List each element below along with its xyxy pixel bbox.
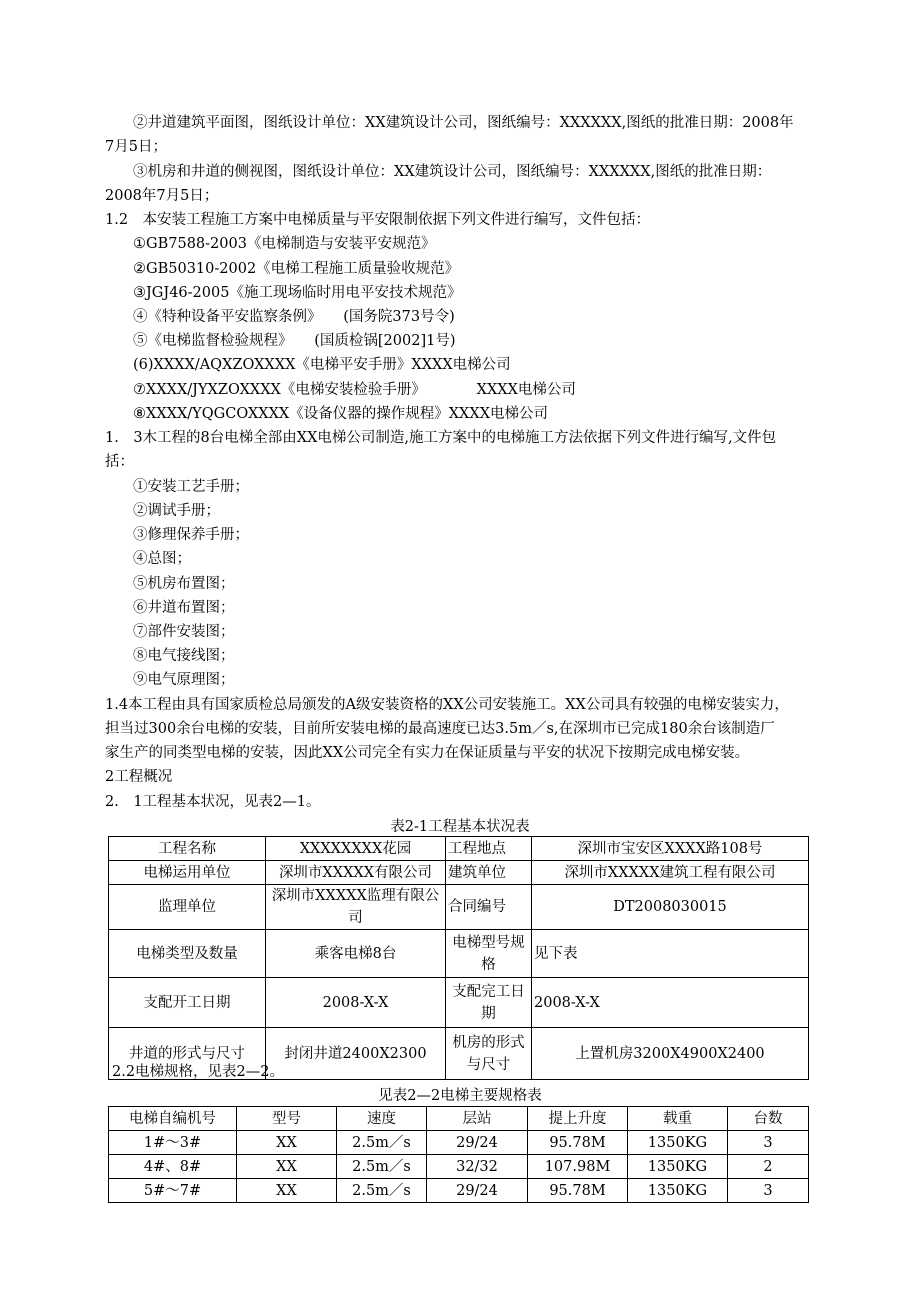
table-cell: 乘客电梯8台 <box>266 930 446 978</box>
table-row <box>109 1179 809 1203</box>
table-cell: XX <box>237 1131 337 1155</box>
table-cell: 2.5m／s <box>337 1155 427 1179</box>
table-cell: 井道的形式与尺寸 <box>109 1028 266 1080</box>
section-2-heading: 2工程概况 <box>105 769 173 785</box>
table-header-row <box>109 1107 809 1131</box>
section-2-1-text: 2. 1工程基本状况，见表2—1。 <box>105 794 321 810</box>
table-cell: 电梯运用单位 <box>109 861 266 885</box>
table-cell: XX <box>237 1155 337 1179</box>
section-1-2-heading: 1.2 本安装工程施工方案中电梯质量与平安限制依据下列文件进行编写，文件包括： <box>105 212 651 228</box>
table-cell: 1#～3# <box>109 1131 237 1155</box>
table-cell: XX <box>237 1179 337 1203</box>
table-cell: 29/24 <box>427 1179 528 1203</box>
column-header: 电梯自编机号 <box>109 1107 237 1131</box>
list-item: ③JGJ46-2005《施工现场临时用电平安技术规范》 <box>133 285 462 301</box>
column-header: 提上升度 <box>528 1107 628 1131</box>
column-header: 台数 <box>728 1107 809 1131</box>
section-1-4-text-cont: 家生产的同类型电梯的安装，因此XX公司完全有实力在保证质量与平安的状况下按期完成电梯安装。 <box>105 745 750 761</box>
list-item: ④《特种设备平安监察条例》 (国务院373号令) <box>133 309 455 325</box>
list-item: ⑤机房布置图； <box>133 576 235 592</box>
section-1-3-text-cont: 括： <box>105 454 134 470</box>
table-cell: 2008-X-X <box>532 978 809 1028</box>
table-cell: 合同编号 <box>446 885 532 930</box>
list-item: ⑥井道布置图； <box>133 600 235 616</box>
list-item: ⑦部件安装图； <box>133 624 235 640</box>
list-item: ⑧电气接线图； <box>133 648 235 664</box>
table-cell: 深圳市XXXXX建筑工程有限公司 <box>532 861 809 885</box>
list-item: ④总图； <box>133 551 191 567</box>
table-cell: 见下表 <box>532 930 809 978</box>
table-cell: 2 <box>728 1155 809 1179</box>
table-cell: 29/24 <box>427 1131 528 1155</box>
list-item: ①GB7588-2003《电梯制造与安装平安规范》 <box>133 236 436 252</box>
table-cell: 107.98M <box>528 1155 628 1179</box>
table-cell: 3 <box>728 1179 809 1203</box>
section-2-2-text: 2.2电梯规格，见表2—2。 <box>112 1064 285 1080</box>
table-2-1-caption: 表2-1工程基本状况表 <box>390 819 530 835</box>
table-cell: 深圳市XXXXX有限公司 <box>266 861 446 885</box>
table-row <box>109 885 809 930</box>
table-row <box>109 1155 809 1179</box>
table-cell: 95.78M <box>528 1179 628 1203</box>
table-row <box>109 1131 809 1155</box>
table-cell: 95.78M <box>528 1131 628 1155</box>
table-cell: 4#、8# <box>109 1155 237 1179</box>
column-header: 速度 <box>337 1107 427 1131</box>
elevator-spec-table <box>108 1106 809 1203</box>
table-cell: 机房的形式与尺寸 <box>446 1028 532 1080</box>
table-cell: 2008-X-X <box>266 978 446 1028</box>
column-header: 型号 <box>237 1107 337 1131</box>
table-cell: 2.5m／s <box>337 1131 427 1155</box>
table-row <box>109 861 809 885</box>
project-basic-info-table <box>108 836 809 1080</box>
paragraph-drawing-3-cont: 2008年7月5日； <box>105 188 219 204</box>
paragraph-drawing-3: ③机房和井道的侧视图，图纸设计单位：XX建筑设计公司，图纸编号：XXXXXX,图纸的批准日期： <box>133 164 772 180</box>
list-item: ②GB50310-2002《电梯工程施工质量验收规范》 <box>133 261 460 277</box>
table-cell: 工程地点 <box>446 837 532 861</box>
table-cell: 1350KG <box>628 1179 728 1203</box>
table-cell: 电梯类型及数量 <box>109 930 266 978</box>
list-item: ⑧XXXX/YQGCOXXXX《设备仪器的操作规程》XXXX电梯公司 <box>133 406 549 422</box>
table-cell: 32/32 <box>427 1155 528 1179</box>
list-item: ⑦XXXX/JYXZOXXXX《电梯安装检验手册》 XXXX电梯公司 <box>133 382 576 398</box>
list-item: (6)XXXX/AQXZOXXXX《电梯平安手册》XXXX电梯公司 <box>133 357 511 373</box>
table-cell: 3 <box>728 1131 809 1155</box>
table-cell: 5#～7# <box>109 1179 237 1203</box>
section-1-4-text-cont: 担当过300余台电梯的安装，目前所安装电梯的最高速度已达3.5m／s,在深圳市已完成180余台该制造厂 <box>105 721 775 737</box>
paragraph-drawing-2-cont: 7月5日； <box>105 139 167 155</box>
table-cell: 2.5m／s <box>337 1179 427 1203</box>
section-1-3-text: 1. 3木工程的8台电梯全部由XX电梯公司制造,施工方案中的电梯施工方法依据下列文件进行编写,文件包 <box>105 430 777 446</box>
table-cell: 封闭井道2400X2300 <box>266 1028 446 1080</box>
table-cell: 1350KG <box>628 1155 728 1179</box>
table-2-2-caption: 见表2—2电梯主要规格表 <box>378 1088 542 1104</box>
table-cell: 上置机房3200X4900X2400 <box>532 1028 809 1080</box>
table-cell: DT2008030015 <box>532 885 809 930</box>
table-cell: 深圳市宝安区XXXX路108号 <box>532 837 809 861</box>
list-item: ①安装工艺手册； <box>133 479 249 495</box>
table-cell: 深圳市XXXXX监理有限公司 <box>266 885 446 930</box>
list-item: ②调试手册； <box>133 503 220 519</box>
column-header: 载重 <box>628 1107 728 1131</box>
section-1-4-text: 1.4本工程由具有国家质检总局颁发的A级安装资格的XX公司安装施工。XX公司具有较强的电梯安装实力， <box>105 697 789 713</box>
table-row <box>109 837 809 861</box>
table-cell: 建筑单位 <box>446 861 532 885</box>
table-cell: XXXXXXXX花园 <box>266 837 446 861</box>
list-item: ⑤《电梯监督检验规程》 (国质检锅[2002]1号) <box>133 333 456 349</box>
paragraph-drawing-2: ②井道建筑平面图，图纸设计单位：XX建筑设计公司，图纸编号：XXXXXX,图纸的批准日期：2008年 <box>133 115 794 131</box>
table-cell: 监理单位 <box>109 885 266 930</box>
table-cell: 支配完工日期 <box>446 978 532 1028</box>
table-cell: 工程名称 <box>109 837 266 861</box>
column-header: 层站 <box>427 1107 528 1131</box>
table-row <box>109 978 809 1028</box>
table-row <box>109 930 809 978</box>
list-item: ③修理保养手册； <box>133 527 249 543</box>
table-cell: 电梯型号规格 <box>446 930 532 978</box>
table-cell: 1350KG <box>628 1131 728 1155</box>
list-item: ⑨电气原理图； <box>133 672 235 688</box>
table-cell: 支配开工日期 <box>109 978 266 1028</box>
